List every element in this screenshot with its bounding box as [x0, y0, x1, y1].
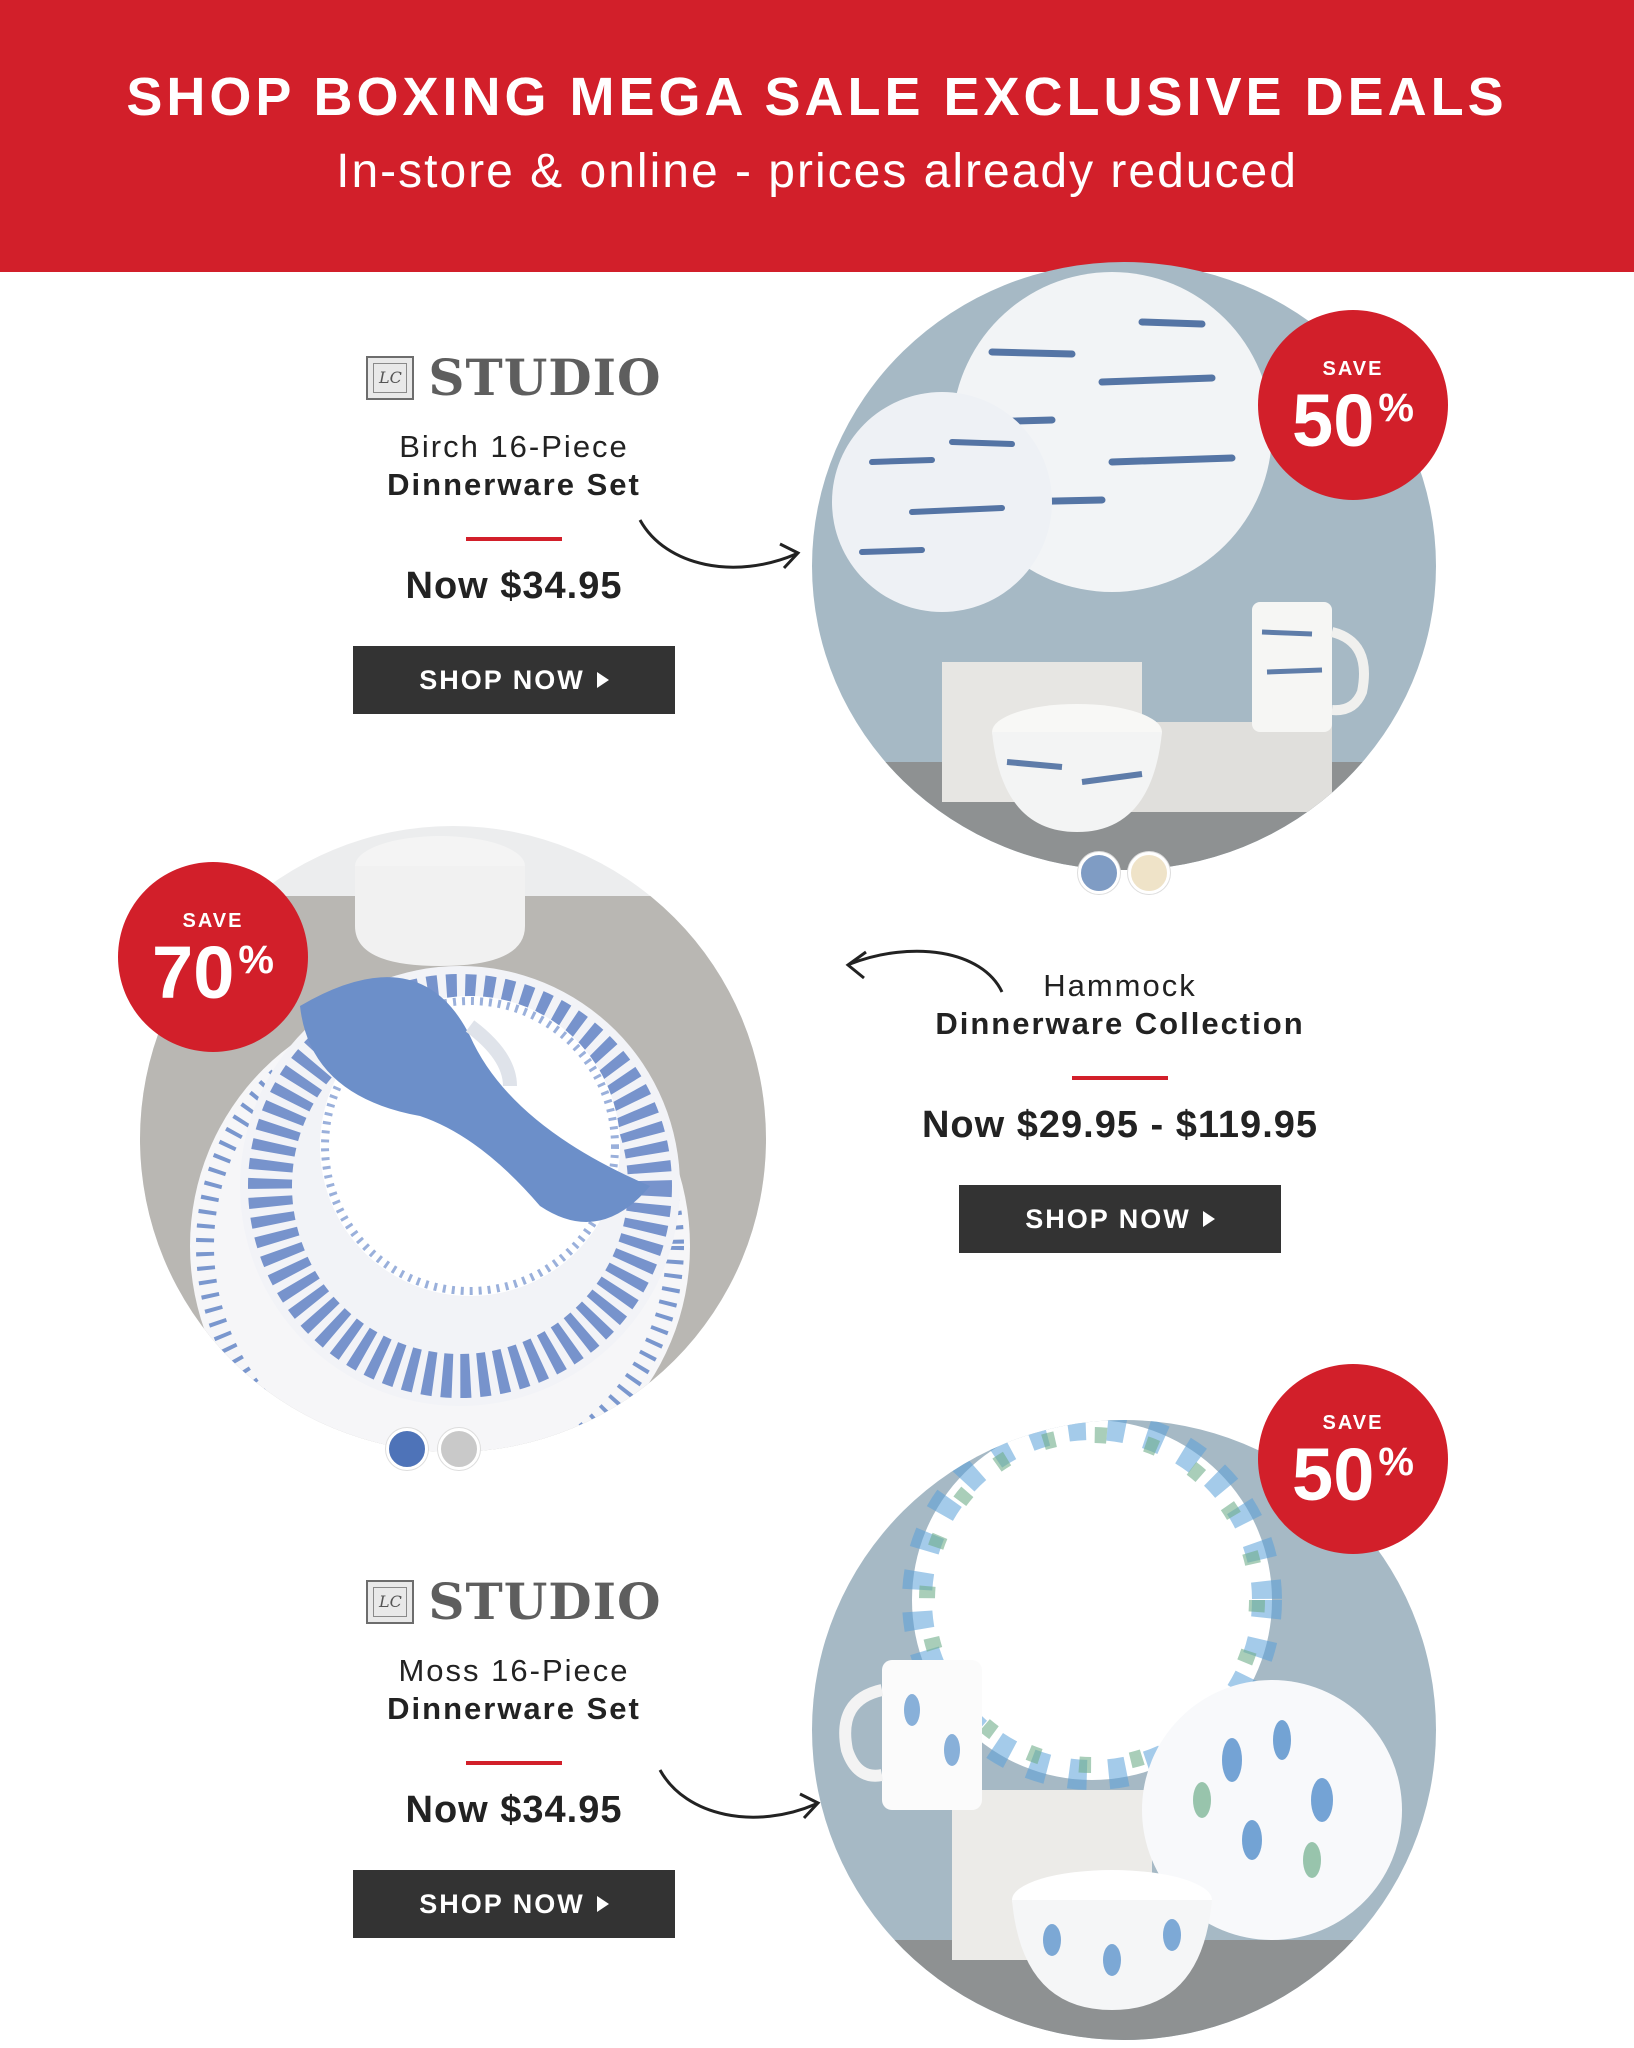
color-swatch-blue[interactable]	[1078, 852, 1120, 894]
product-name-line2: Dinnerware Set	[387, 1691, 641, 1726]
product-price: Now $34.95	[405, 1789, 623, 1831]
product-name-line1: Hammock	[1043, 968, 1197, 1003]
play-arrow-icon	[597, 672, 609, 688]
red-divider	[466, 1761, 562, 1765]
shop-now-button[interactable]: SHOP NOW	[353, 1870, 675, 1938]
save-70-badge: SAVE 70 %	[118, 862, 308, 1052]
product-birch-info	[344, 348, 684, 714]
product-price: Now $34.95	[405, 565, 623, 607]
color-swatch-blue[interactable]	[386, 1428, 428, 1470]
product-hammock-info	[900, 968, 1340, 1253]
sale-banner	[0, 0, 1634, 272]
product-price: Now $29.95 - $119.95	[921, 1104, 1319, 1146]
shop-now-button[interactable]: SHOP NOW	[353, 646, 675, 714]
studio-brand-logo: LC STUDIO	[344, 348, 684, 407]
color-swatch-grey[interactable]	[438, 1428, 480, 1470]
color-swatch-cream[interactable]	[1128, 852, 1170, 894]
product-moss-info	[344, 1572, 684, 1938]
red-divider	[1072, 1076, 1168, 1080]
product-name-line2: Dinnerware Collection	[935, 1006, 1305, 1041]
lc-logo-icon: LC	[366, 1580, 414, 1624]
curved-arrow-icon	[636, 512, 806, 582]
lc-logo-icon: LC	[366, 356, 414, 400]
shop-now-button[interactable]: SHOP NOW	[959, 1185, 1281, 1253]
product-name-line2: Dinnerware Set	[387, 467, 641, 502]
save-50-badge: SAVE 50 %	[1258, 310, 1448, 500]
save-50-badge: SAVE 50 %	[1258, 1364, 1448, 1554]
red-divider	[466, 537, 562, 541]
product-name-line1: Birch 16-Piece	[399, 429, 629, 464]
banner-title: SHOP BOXING MEGA SALE EXCLUSIVE DEALS	[126, 67, 1508, 127]
curved-arrow-icon	[656, 1762, 826, 1832]
play-arrow-icon	[597, 1896, 609, 1912]
studio-brand-logo: LC STUDIO	[344, 1572, 684, 1631]
play-arrow-icon	[1203, 1211, 1215, 1227]
product-name-line1: Moss 16-Piece	[398, 1653, 630, 1688]
banner-subtitle: In-store & online - prices already reduced	[336, 145, 1298, 198]
